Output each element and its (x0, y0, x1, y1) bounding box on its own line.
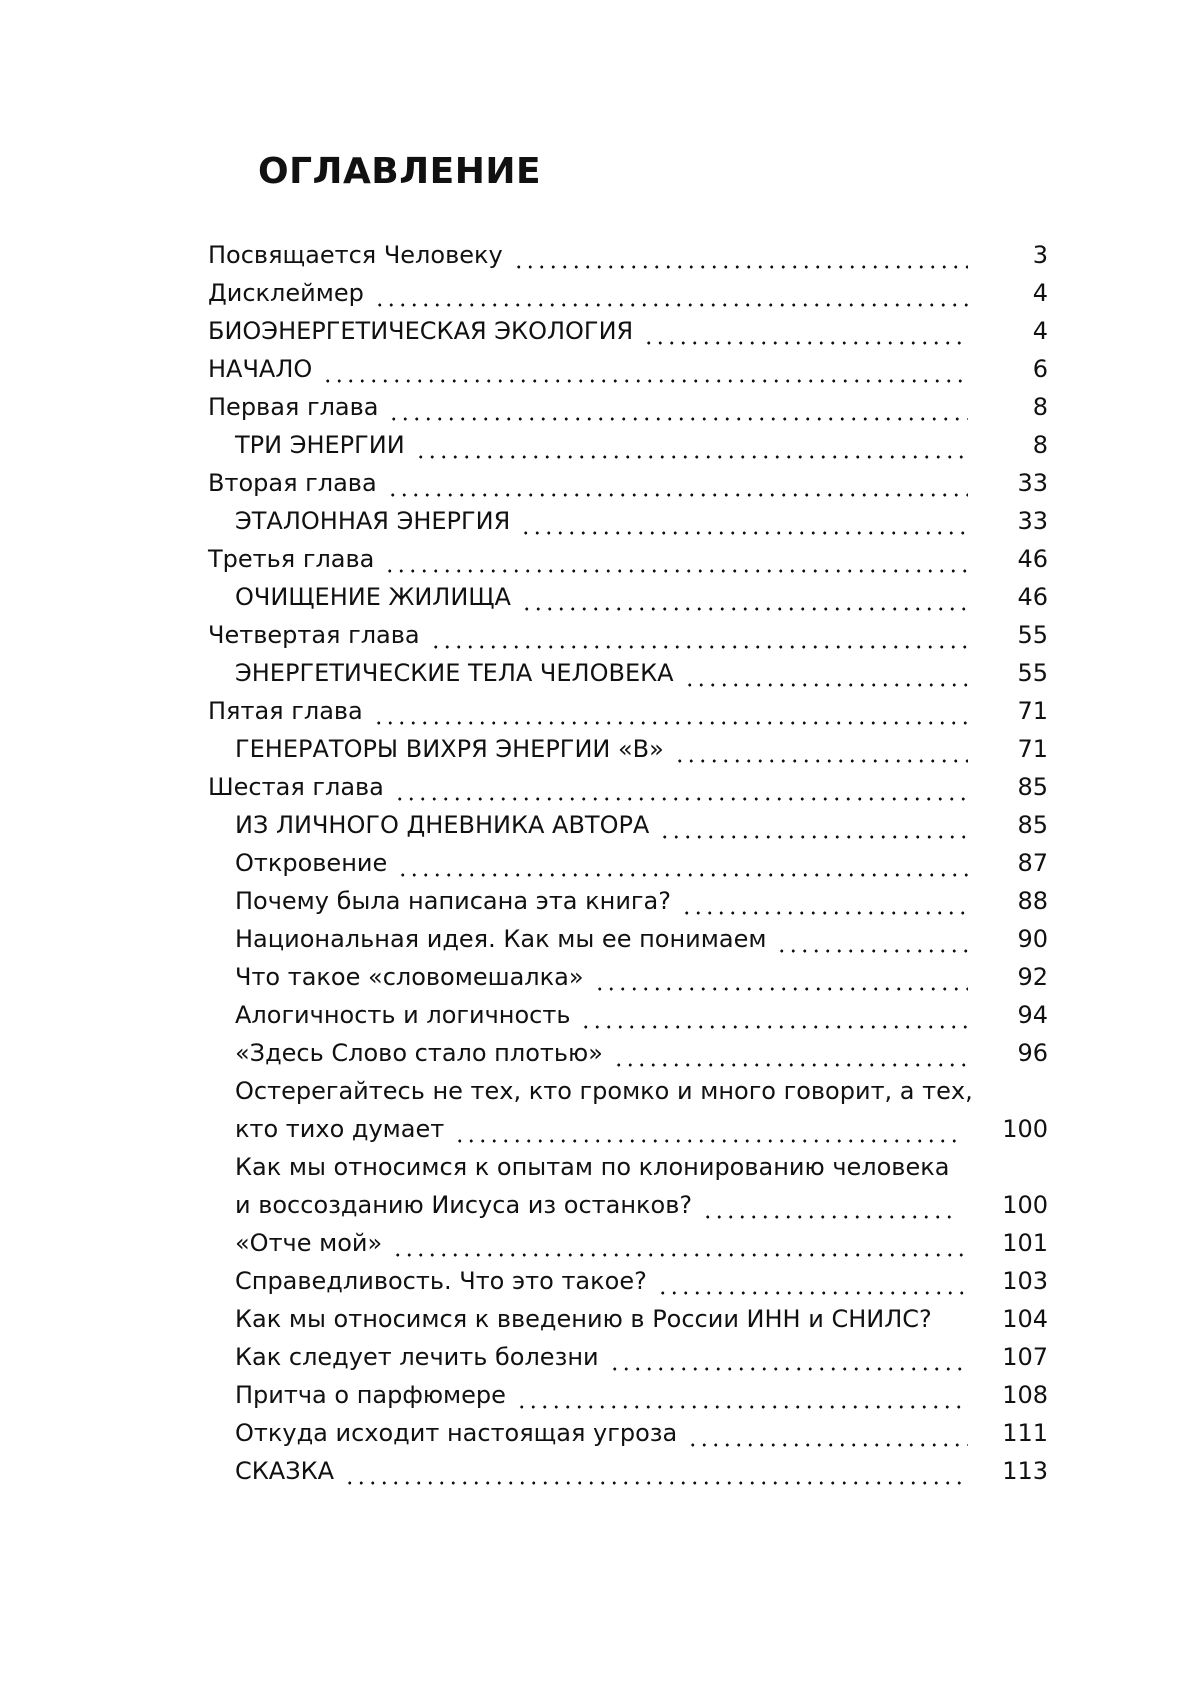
toc-entry-page-number: 3 (1032, 241, 1048, 269)
toc-entry-page-number: 87 (1017, 849, 1048, 877)
toc-entry[interactable] (208, 578, 1048, 616)
toc-entry-page-number: 96 (1017, 1039, 1048, 1067)
toc-entry-title: Справедливость. Что это такое? (235, 1267, 647, 1295)
toc-entry[interactable] (208, 1262, 1048, 1300)
toc-entry-title: СКАЗКА (235, 1457, 335, 1485)
dot-leader (520, 502, 968, 540)
toc-entry-page-number: 33 (1017, 469, 1048, 497)
toc-entry-text-line1: Как мы относимся к опытам по клонированию человека (235, 1153, 950, 1181)
toc-entry-title: Откровение (235, 849, 388, 877)
toc-entry[interactable] (208, 920, 1048, 958)
toc-entry-page-number: 85 (1017, 773, 1048, 801)
dot-leader (374, 274, 968, 312)
toc-entry-title: ГЕНЕРАТОРЫ ВИХРЯ ЭНЕРГИИ «В» (235, 735, 664, 763)
toc-entry-page-number: 46 (1017, 583, 1048, 611)
dot-leader (322, 350, 968, 388)
toc-entry[interactable] (208, 1452, 1048, 1490)
toc-entry-title: Третья глава (208, 545, 375, 573)
dot-leader (415, 426, 968, 464)
toc-entry-page-number: 113 (1002, 1457, 1048, 1485)
toc-entry-page-number: 107 (1002, 1343, 1048, 1371)
dot-leader (687, 1414, 968, 1452)
toc-entry-title: Что такое «словомешалка» (235, 963, 584, 991)
toc-entry[interactable] (208, 1338, 1048, 1376)
toc-entry-title: Пятая глава (208, 697, 363, 725)
dot-leader (594, 958, 968, 996)
toc-entry-title: Дисклеймер (208, 279, 364, 307)
toc-entry-page-number: 8 (1032, 431, 1048, 459)
dot-leader (659, 806, 968, 844)
toc-entry[interactable] (208, 692, 1048, 730)
toc-entry-page-number: 8 (1032, 393, 1048, 421)
toc-entry[interactable] (208, 274, 1048, 312)
toc-entry-page-number: 101 (1002, 1229, 1048, 1257)
page-title: ОГЛАВЛЕНИЕ (258, 151, 542, 192)
toc-entry-page-number: 92 (1017, 963, 1048, 991)
toc-entry-page-number: 90 (1017, 925, 1048, 953)
toc-entry-title: и воссозданию Иисуса из останков? (235, 1191, 693, 1219)
toc-entry-title: «Отче мой» (235, 1229, 383, 1257)
dot-leader (776, 920, 968, 958)
toc-entry-title: ЭНЕРГЕТИЧЕСКИЕ ТЕЛА ЧЕЛОВЕКА (235, 659, 674, 687)
toc-entry-page-number: 104 (1002, 1305, 1048, 1333)
dot-leader (521, 578, 968, 616)
dot-leader (684, 654, 968, 692)
dot-leader (513, 236, 968, 274)
toc-entry-page-number: 85 (1017, 811, 1048, 839)
dot-leader (580, 996, 968, 1034)
toc-entry-page-number: 6 (1032, 355, 1048, 383)
dot-leader (394, 768, 968, 806)
toc-entry[interactable] (208, 844, 1048, 882)
dot-leader (454, 1110, 956, 1148)
dot-leader (344, 1452, 968, 1490)
dot-leader (681, 882, 968, 920)
dot-leader (392, 1224, 968, 1262)
toc-entry-title: Первая глава (208, 393, 379, 421)
toc-entry-page-number: 103 (1002, 1267, 1048, 1295)
dot-leader (373, 692, 968, 730)
toc-entry-page-number: 55 (1017, 621, 1048, 649)
toc-entry-title: «Здесь Слово стало плотью» (235, 1039, 603, 1067)
toc-entry[interactable] (208, 882, 1048, 920)
toc-entry-page-number: 71 (1017, 697, 1048, 725)
toc-entry-title: ИЗ ЛИЧНОГО ДНЕВНИКА АВТОРА (235, 811, 650, 839)
toc-entry[interactable] (208, 1376, 1048, 1414)
toc-entry[interactable] (208, 502, 1048, 540)
toc-entry[interactable] (208, 768, 1048, 806)
toc-entry-page-number: 71 (1017, 735, 1048, 763)
toc-entry-title: Шестая глава (208, 773, 384, 801)
toc-entry-title: НАЧАЛО (208, 355, 313, 383)
toc-entry-page-number: 33 (1017, 507, 1048, 535)
toc-entry-title: Алогичность и логичность (235, 1001, 571, 1029)
dot-leader (613, 1034, 968, 1072)
toc-entry-title: Притча о парфюмере (235, 1381, 506, 1409)
toc-entry-title: кто тихо думает (235, 1115, 445, 1143)
dot-leader (674, 730, 968, 768)
toc-list (208, 236, 1048, 1490)
toc-entry[interactable] (208, 958, 1048, 996)
toc-entry[interactable] (208, 1224, 1048, 1262)
toc-entry[interactable] (208, 616, 1048, 654)
toc-entry-title: Посвящается Человеку (208, 241, 503, 269)
dot-leader (387, 464, 968, 502)
toc-entry-title: Как следует лечить болезни (235, 1343, 599, 1371)
toc-entry-page-number: 100 (1002, 1191, 1048, 1219)
toc-entry-text-line1: Остерегайтесь не тех, кто громко и много говорит, а тех, (235, 1077, 973, 1105)
toc-entry[interactable] (208, 312, 1048, 350)
toc-entry[interactable] (208, 654, 1048, 692)
toc-entry[interactable] (208, 464, 1048, 502)
dot-leader (516, 1376, 968, 1414)
toc-entry-page-number: 4 (1032, 279, 1048, 307)
toc-entry-title: Как мы относимся к введению в России ИНН и СНИЛС? (235, 1305, 932, 1333)
toc-entry-title: ТРИ ЭНЕРГИИ (235, 431, 405, 459)
toc-entry[interactable] (208, 1072, 1048, 1148)
dot-leader (702, 1186, 956, 1224)
toc-entry-row (235, 1110, 1048, 1148)
toc-entry-title: ОЧИЩЕНИЕ ЖИЛИЩА (235, 583, 511, 611)
toc-entry-title: Откуда исходит настоящая угроза (235, 1419, 678, 1447)
toc-entry-title: БИОЭНЕРГЕТИЧЕСКАЯ ЭКОЛОГИЯ (208, 317, 634, 345)
toc-entry[interactable] (208, 996, 1048, 1034)
toc-entry-page-number: 100 (1002, 1115, 1048, 1143)
dot-leader (388, 388, 968, 426)
toc-entry-page-number: 88 (1017, 887, 1048, 915)
toc-entry-page-number: 46 (1017, 545, 1048, 573)
toc-entry-page-number: 108 (1002, 1381, 1048, 1409)
toc-entry-page-number: 55 (1017, 659, 1048, 687)
toc-entry-page-number: 4 (1032, 317, 1048, 345)
toc-entry-title: Национальная идея. Как мы ее понимаем (235, 925, 767, 953)
dot-leader (657, 1262, 968, 1300)
dot-leader (397, 844, 968, 882)
toc-entry[interactable] (208, 730, 1048, 768)
toc-entry[interactable] (208, 236, 1048, 274)
toc-entry-title: Вторая глава (208, 469, 377, 497)
toc-entry-title: Четвертая глава (208, 621, 420, 649)
toc-entry[interactable] (208, 1300, 1048, 1338)
toc-entry[interactable] (208, 540, 1048, 578)
dot-leader (430, 616, 968, 654)
toc-entry[interactable] (208, 1414, 1048, 1452)
toc-entry[interactable] (208, 388, 1048, 426)
dot-leader (643, 312, 968, 350)
toc-entry[interactable] (208, 1148, 1048, 1224)
toc-entry-title: Почему была написана эта книга? (235, 887, 671, 915)
toc-entry-page-number: 111 (1002, 1419, 1048, 1447)
dot-leader (609, 1338, 968, 1376)
toc-entry-page-number: 94 (1017, 1001, 1048, 1029)
toc-entry[interactable] (208, 350, 1048, 388)
dot-leader (384, 540, 968, 578)
toc-entry-title: ЭТАЛОННАЯ ЭНЕРГИЯ (235, 507, 511, 535)
toc-entry[interactable] (208, 806, 1048, 844)
toc-entry-row (235, 1186, 1048, 1224)
toc-entry[interactable] (208, 426, 1048, 464)
toc-entry[interactable] (208, 1034, 1048, 1072)
